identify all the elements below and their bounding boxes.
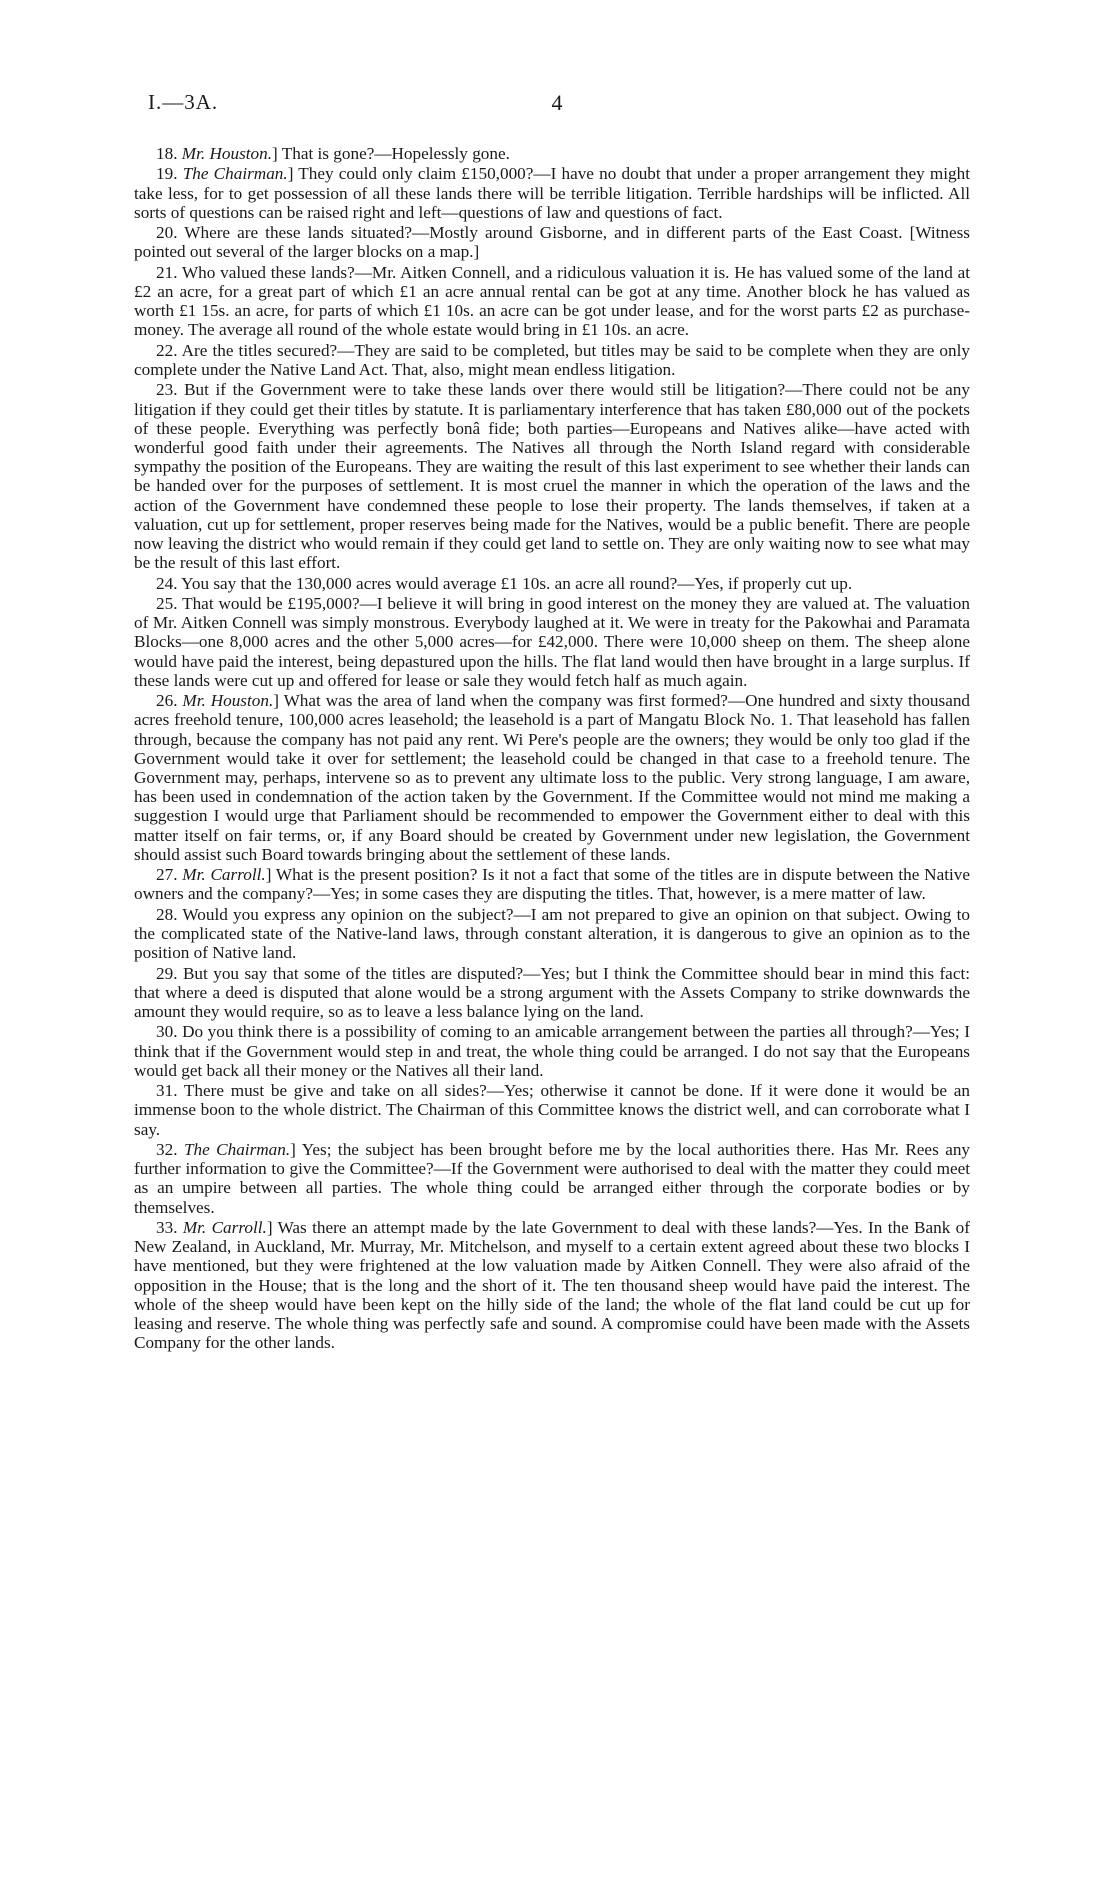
paragraph-29 (134, 964, 970, 1022)
paragraph-text: ] Was there an attempt made by the late Government to deal with these lands?—Yes. In the Bank of New Zealand, in Auckland, Mr. Murray, Mr. Mitchelson, and myself to a certain extent agreed about these two blocks I have mentioned, but they were frightened at the low valuation made by Aitken Connell. They were also afraid of the opposition in the House; that is the long and the short of it. The ten thousand sheep would have paid the interest. The whole of the sheep would have been kept on the hilly side of the land; the whole of the flat land could be cut up for leasing and reserve. The whole thing was perfectly safe and sound. A compromise could have been made with the Assets Company for the other lands. (134, 1217, 970, 1353)
page-number: 4 (551, 90, 563, 115)
paragraph-28 (134, 905, 970, 963)
paragraph-text: ] What is the present position? Is it not a fact that some of the titles are in dispute between the Native owners and the company?—Yes; in some cases they are disputing the titles. That, however, is a mere matter of law. (134, 865, 970, 904)
question-number: 28. (156, 904, 178, 924)
speaker-name: Mr. Carroll. (182, 1217, 267, 1237)
paragraph-text: ] What was the area of land when the company was first formed?—One hundred and sixty thousand acres freehold tenure, 100,000 acres leasehold; the leasehold is a part of Mangatu Block No. 1. That leasehold has fallen through, because the company has not paid any rent. Wi Pere's people are the owners; they would be only too glad if the Government would take it over for settlement; the leasehold could be changed in that case to a freehold tenure. The Government may, perhaps, intervene so as to prevent any ultimate loss to the public. Very strong language, I am aware, has been used in condemnation of the action taken by the Government. If the Committee would not mind me making a suggestion I would urge that Parliament should be recommended to empower the Government either to deal with this matter itself on fair terms, or, if any Board should be created by Government under new legislation, the Government should assist such Board towards bringing about the settlement of these lands. (134, 691, 971, 864)
question-number: 31. (156, 1081, 178, 1101)
paragraph-text: Where are these lands situated?—Mostly around Gisborne, and in different parts of the East Coast. [Witness pointed out several of the larger blocks on a map.] (134, 223, 970, 262)
paragraph-27 (134, 865, 970, 903)
paragraph-19 (134, 164, 970, 222)
question-number: 27. (156, 865, 178, 885)
question-number: 20. (156, 223, 178, 243)
speaker-name: Mr. Carroll. (182, 865, 266, 885)
question-number: 21. (156, 262, 178, 282)
paragraph-text: ] Yes; the subject has been brought before me by the local authorities there. Has Mr. Rees any further information to give the Committee?—If the Government were authorised to deal with the matter they could meet as an umpire between all parties. The whole thing could be arranged either through the corporate bodies or by themselves. (134, 1139, 971, 1217)
paragraph-text: That would be £195,000?—I believe it will bring in good interest on the money they are valued at. The valuation of Mr. Aitken Connell was simply monstrous. Everybody laughed at it. We were in treaty for the Pakowhai and Paramata Blocks—one 8,000 acres and the other 5,000 acres—for £42,000. There were 10,000 sheep on them. The sheep alone would have paid the interest, being depastured upon the hills. The flat land would then have brought in a large surplus. If these lands were cut up and offered for lease or sale they would fetch half as much again. (134, 593, 970, 690)
paragraph-25 (134, 594, 970, 690)
question-number: 24. (156, 573, 178, 593)
question-number: 30. (156, 1022, 178, 1042)
paragraph-21 (134, 263, 970, 340)
question-number: 29. (156, 963, 178, 983)
paragraph-text: Would you express any opinion on the subject?—I am not prepared to give an opinion on that subject. Owing to the complicated state of the Native-land laws, through constant alteration, it is dangerous to give an opinion as to the position of Native land. (134, 904, 970, 963)
paragraph-22 (134, 341, 970, 379)
question-number: 22. (156, 340, 178, 360)
question-number: 25. (156, 593, 178, 613)
paragraph-text: Do you think there is a possibility of coming to an amicable arrangement between the parties all through?—Yes; I think that if the Government would step in and treat, the whole thing could be arranged. I do not say that the Europeans would get back all their money or the Natives all their land. (134, 1022, 971, 1080)
question-number: 32. (156, 1139, 178, 1159)
paragraph-20 (134, 223, 970, 261)
paragraph-text: ] That is gone?—Hopelessly gone. (272, 144, 510, 163)
paragraph-31 (134, 1081, 970, 1139)
speaker-name: Mr. Houston. (182, 691, 274, 711)
paragraph-text: You say that the 130,000 acres would average £1 10s. an acre all round?—Yes, if properly cut up. (181, 573, 853, 593)
question-number: 33. (156, 1217, 178, 1237)
paragraph-30 (134, 1022, 970, 1080)
question-number: 26. (156, 691, 178, 711)
question-number: 18. (156, 144, 178, 163)
speaker-name: The Chairman. (182, 164, 288, 184)
document-body (134, 144, 970, 1354)
speaker-name: The Chairman. (183, 1139, 291, 1159)
question-number: 19. (156, 164, 178, 184)
paragraph-26 (134, 691, 970, 864)
paragraph-32 (134, 1140, 970, 1217)
document-reference: I.—3A. (148, 90, 219, 114)
paragraph-text: But you say that some of the titles are disputed?—Yes; but I think the Committee should bear in mind this fact: that where a deed is disputed that alone would be a strong argument with the Assets Company to strike downwards the amount they would require, so as to leave a less balance lying on the land. (134, 963, 970, 1021)
page-header (148, 90, 966, 120)
paragraph-33 (134, 1218, 970, 1352)
paragraph-text: ] They could only claim £150,000?—I have no doubt that under a proper arrangement they might take less, for to get possession of all these lands there will be terrible litigation. Terrible hardships will be inflicted. All sorts of questions can be raised right and left—questions of law and questions of fact. (134, 164, 971, 222)
paragraph-18 (134, 144, 970, 163)
paragraph-text: But if the Government were to take these lands over there would still be litigation?—There could not be any litigation if they could get their titles by statute. It is parliamentary interference that has taken £80,000 out of the pockets of these people. Everything was perfectly bonâ fide; both parties—Europeans and Natives alike—have acted with wonderful good faith under their agreements. The Natives all through the North Island regard with considerable sympathy the position of the Europeans. They are waiting the result of this last experiment to see whether their lands can be handed over for the purposes of settlement. It is most cruel the manner in which the operation of the laws and the action of the Government have condemned these people to lose their property. The lands themselves, if taken at a valuation, cut up for settlement, proper reserves being made for the Natives, would be a public benefit. There are people now leaving the district who would remain if they could get land to settle on. They are only waiting now to see what may be the result of this last effort. (134, 380, 970, 573)
speaker-name: Mr. Houston. (181, 144, 273, 163)
paragraph-text: Are the titles secured?—They are said to be completed, but titles may be said to be complete when they are only complete under the Native Land Act. That, also, might mean endless litigation. (134, 340, 970, 379)
question-number: 23. (156, 380, 178, 400)
paragraph-23 (134, 380, 970, 572)
paragraph-text: Who valued these lands?—Mr. Aitken Connell, and a ridiculous valuation it is. He has valued some of the land at £2 an acre, for a great part of which £1 an acre annual rental can be got at any time. Another block he has valued as worth £1 15s. an acre, for parts of which £1 10s. an acre can be got under lease, and for the worst parts £2 as purchase-money. The average all round of the whole estate would bring in £1 10s. an acre. (134, 262, 970, 340)
paragraph-24 (134, 574, 970, 593)
paragraph-text: There must be give and take on all sides?—Yes; otherwise it cannot be done. If it were done it would be an immense boon to the whole district. The Chairman of this Committee knows the district well, and can corroborate what I say. (134, 1081, 970, 1139)
